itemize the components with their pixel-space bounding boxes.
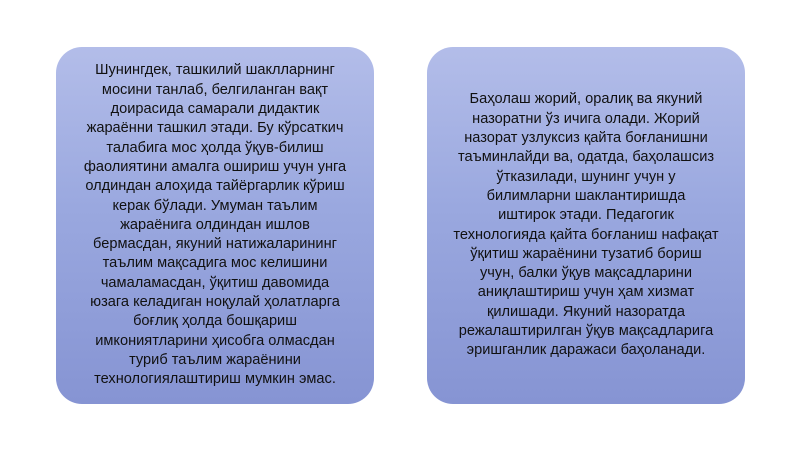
text-line: қилишади. Якуний назоратда xyxy=(486,303,685,320)
text-line: технологияда қайта боғланиш нафақат xyxy=(453,226,719,243)
text-line: ўтказилади, шунинг учун у xyxy=(496,168,676,185)
left-card-text xyxy=(84,61,346,389)
left-text-card xyxy=(56,47,374,404)
text-line: эришганлик даражаси баҳоланади. xyxy=(466,342,706,359)
text-line: жараёнига олдиндан ишлов xyxy=(120,216,310,233)
text-line: имкониятларини ҳисобга олмасдан xyxy=(95,332,335,349)
text-line: боғлиқ ҳолда бошқариш xyxy=(133,313,297,330)
text-line: олдиндан алоҳида тайёргарлик кўриш xyxy=(85,178,345,195)
text-line: таълим мақсадига мос келишини xyxy=(102,255,328,272)
text-line: билимларни шаклантиришда xyxy=(486,187,686,204)
text-line: доирасида самарали дидактик xyxy=(110,101,320,118)
text-line: иштирок этади. Педагогик xyxy=(498,207,674,224)
text-line: учун, балки ўқув мақсадларини xyxy=(480,265,692,282)
text-line: бермасдан, якуний натижаларининг xyxy=(93,236,337,253)
text-line: назоратни ўз ичига олади. Жорий xyxy=(472,110,700,127)
text-line: жараённи ташкил этади. Бу кўрсаткич xyxy=(86,120,344,137)
text-line: технологиялаштириш мумкин эмас. xyxy=(94,371,336,388)
text-line: юзага келадиган ноқулай ҳолатларга xyxy=(90,294,340,311)
text-line: керак бўлади. Умуман таълим xyxy=(112,197,318,214)
right-card-text xyxy=(453,90,718,360)
text-line: таъминлайди ва, одатда, баҳолашсиз xyxy=(457,149,715,166)
text-line: талабига мос ҳолда ўқув-билиш xyxy=(106,139,324,156)
text-line: мосини танлаб, белгиланган вақт xyxy=(101,81,329,98)
text-line: туриб таълим жараёнини xyxy=(129,351,301,368)
text-line: чамаламасдан, ўқитиш давомида xyxy=(100,274,330,291)
right-text-card xyxy=(427,47,745,404)
text-line: Баҳолаш жорий, оралиқ ва якуний xyxy=(469,91,703,108)
text-line: фаолиятини амалга ошириш учун унга xyxy=(83,158,347,175)
text-line: Шунингдек, ташкилий шаклларнинг xyxy=(95,62,335,79)
text-line: ўқитиш жараёнини тузатиб бориш xyxy=(470,245,702,262)
text-line: назорат узлуксиз қайта боғланишни xyxy=(464,130,708,147)
text-line: режалаштирилган ўқув мақсадларига xyxy=(458,322,714,339)
text-line: аниқлаштириш учун ҳам хизмат xyxy=(477,284,695,301)
